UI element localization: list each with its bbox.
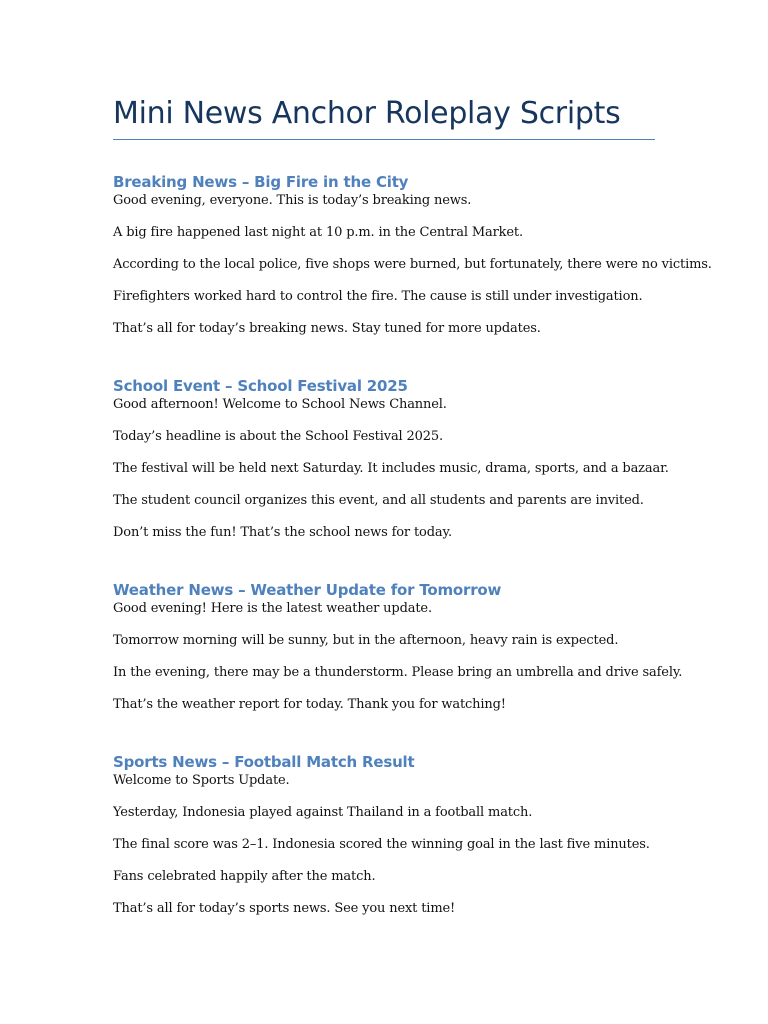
paragraph: Fans celebrated happily after the match.	[113, 869, 376, 884]
section-weather-news	[113, 579, 683, 729]
section-heading: Breaking News – Big Fire in the City	[113, 173, 409, 191]
paragraph: Welcome to Sports Update.	[113, 773, 290, 788]
section-sports-news	[113, 751, 655, 933]
section-school-event	[113, 375, 669, 557]
paragraph: Good evening, everyone. This is today’s breaking news.	[113, 193, 472, 208]
document-title: Mini News Anchor Roleplay Scripts	[113, 96, 621, 131]
title-underline	[113, 139, 655, 140]
paragraph: Yesterday, Indonesia played against Thailand in a football match.	[113, 805, 533, 820]
paragraph: That’s the weather report for today. Thank you for watching!	[113, 697, 506, 712]
section-breaking-news	[113, 171, 712, 353]
section-heading: Sports News – Football Match Result	[113, 753, 415, 771]
paragraph: That’s all for today’s breaking news. Stay tuned for more updates.	[113, 321, 541, 336]
paragraph: Today’s headline is about the School Festival 2025.	[113, 429, 444, 444]
paragraph: The festival will be held next Saturday. It includes music, drama, sports, and a bazaar.	[113, 461, 669, 476]
paragraph: Tomorrow morning will be sunny, but in the afternoon, heavy rain is expected.	[113, 633, 619, 648]
paragraph: The student council organizes this event, and all students and parents are invited.	[113, 493, 644, 508]
paragraph: Good afternoon! Welcome to School News Channel.	[113, 397, 447, 412]
paragraph: The final score was 2–1. Indonesia scored the winning goal in the last five minutes.	[113, 837, 650, 852]
section-heading: Weather News – Weather Update for Tomorrow	[113, 581, 502, 599]
paragraph: In the evening, there may be a thunderstorm. Please bring an umbrella and drive safely.	[113, 665, 683, 680]
paragraph: That’s all for today’s sports news. See you next time!	[113, 901, 456, 916]
paragraph: Don’t miss the fun! That’s the school news for today.	[113, 525, 452, 540]
paragraph: Firefighters worked hard to control the fire. The cause is still under investigation.	[113, 289, 643, 304]
paragraph: A big fire happened last night at 10 p.m. in the Central Market.	[113, 225, 523, 240]
paragraph: According to the local police, five shops were burned, but fortunately, there were no victims.	[113, 257, 712, 272]
section-heading: School Event – School Festival 2025	[113, 377, 408, 395]
paragraph: Good evening! Here is the latest weather update.	[113, 601, 432, 616]
